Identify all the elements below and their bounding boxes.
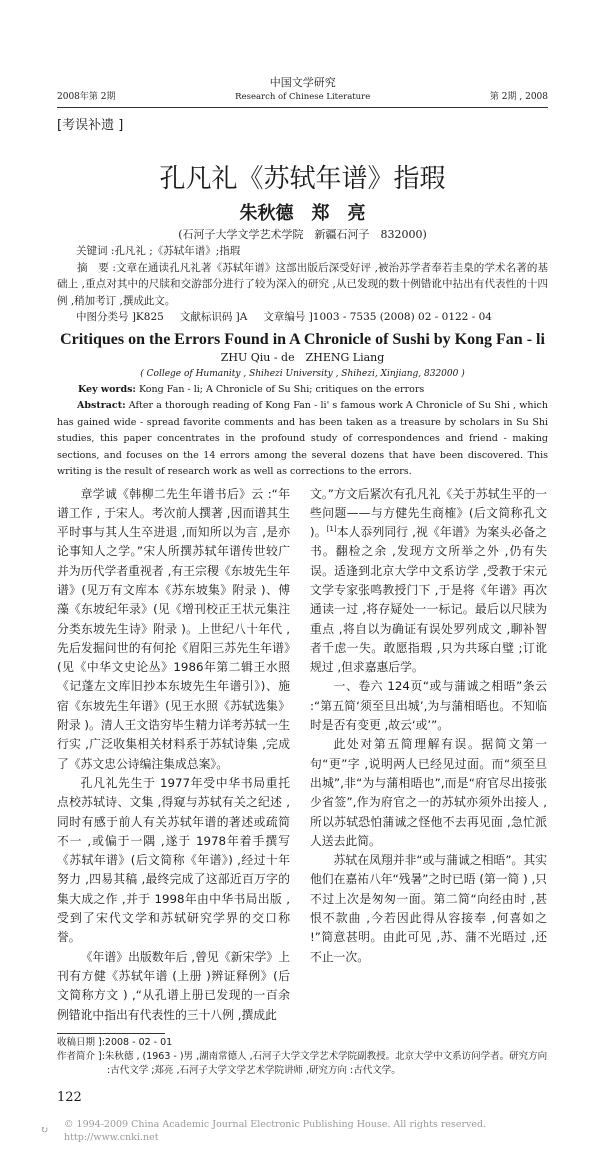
document-code: 文献标识码 ]A	[179, 311, 248, 323]
clc-number: 中图分类号 ]K825	[76, 311, 164, 323]
abstract-label: Abstract:	[77, 400, 126, 411]
body-columns	[57, 485, 548, 1025]
journal-name-cn: 中国文学研究	[269, 76, 336, 89]
copyright-text: © 1994-2009 China Academic Journal Electronic Publishing House. All rights reserved. http://www.cnki.net	[64, 1118, 496, 1143]
affiliation: (石河子大学文学艺术学院 新疆石河子 832000)	[178, 228, 427, 241]
authors: 朱秋德 郑 亮	[239, 203, 366, 224]
abstract-text: After a thorough reading of Kong Fan - li' s famous work A Chronicle of Su Shi , which has gained wide - spread favorite comments and has been taken as a treasure by scholars in Su Shi studies, this paper concentrates in the profound study of correspondences and friend - making sections, and focuses on the 14 errors among the several dozens that have been discovered. This writing is the result of research work as well as corrections to the errors.	[57, 400, 548, 477]
section-tag: [考误补遗 ]	[57, 118, 124, 133]
paragraph: 一、卷六 124页“或与蒲诚之相晤”条云 :“第五简‘须至旦出城’,为与蒲相晤也。不知临时是否有变更 ,故云‘或’”。	[310, 679, 547, 733]
footnote-rule	[57, 1033, 165, 1034]
header-issue-left: 2008年第 2期	[57, 92, 116, 102]
author-intro: 作者简介 ]:朱秋德 , (1963 - )男 ,湖南常德人 ,石河子大学文学艺术学院副教授。北京大学中文系访问学者。研究方向 :古代文学 ;郑亮 ,石河子大学文学艺术学院讲师 ,研究方向 :古代文学。	[57, 1050, 548, 1076]
paragraph	[310, 485, 547, 678]
received-date: 收稿日期 ]:2008 - 02 - 01	[57, 1036, 173, 1048]
page-number: 122	[57, 1089, 82, 1105]
body-column-right	[310, 485, 547, 1025]
page-header	[57, 74, 548, 108]
keywords-label: Key words:	[78, 383, 136, 395]
abstract-cn: 摘 要 :文章在通读孔凡礼著《苏轼年谱》这部出版后深受好评 ,被治苏学者奉若圭臬的学术名著的基础上 ,重点对其中的尺牍和交游部分进行了较为深入的研究 ,从已发现的数十例错讹中拈出有代表性的十四例 ,稍加考订 ,撰成此文。	[57, 261, 548, 307]
header-issue-right: 第 2期 , 2008	[489, 92, 548, 102]
paragraph: 《年谱》出版数年后 ,曾见《新宋学》上刊有方健《苏轼年谱 (上册 )辨证释例》(后文简称方文 ) ,“从孔谱上册已发现的一百余例错讹中指出有代表性的三十八例 ,撰成此	[57, 949, 290, 1022]
journal-name-en: Research of Chinese Literature	[235, 92, 371, 102]
citation-mark: [1]	[326, 525, 337, 534]
paragraph-text: 本人忝列同行 ,视《年谱》为案头必备之书。翻检之余 ,发现方文所举之外 ,仍有失误。适逢到北京大学中文系访学 ,受教于宋元文学专家张鸣教授门下 ,于是将《年谱》再次通读一过 ,将存疑处一一标记。最后以尺牍为重点 ,将自以为确证有误处罗列成文 ,聊补智者千虑一失。敢愿指瑕 ,只为共琢白璧 ;订讹规过 ,但求嘉惠后学。	[310, 525, 547, 675]
paragraph: 孔凡礼先生于 1977年受中华书局重托点校苏轼诗、文集 ,得窥与苏轼有关之纪述 ,同时有感于前人有关苏轼年谱的著述或疏简不一 ,或偏于一隅 ,遂于 1978年着手撰写《苏轼年谱》(后文简称《年谱》) ,经过十年努力 ,四易其稿 ,最终完成了这部近百万字的集大成之作 ,并于 1998年由中华书局出版 ,受到了宋代文学和苏轼研究学界的交口称誉。	[57, 775, 290, 945]
paragraph: 苏轼在凤翔并非“或与蒲诚之相晤”。其实他们在嘉祐八年“残暑”之时已晤 (第一简 ) ,只不过上次是匆匆一面。第二简“向经由时 ,甚恨不款曲 ,今若因此得从容接奉 ,何喜如之 !”简意甚明。由此可见 ,苏、蒲不光晤过 ,还不止一次。	[310, 853, 547, 964]
paragraph: 此处对第五简理解有误。据简文第一句“更”字 ,说明两人已经见过面。而“须至旦出城”,非“为与蒲相晤也”,而是“府官尽出接张少省签”,作为府官之一的苏轼亦须外出接人 ,所以苏轼恐怕蒲诚之怪他不去再见面 ,急忙派人送去此简。	[310, 737, 547, 848]
paragraph-text: 文。”方文后紧次有孔凡礼《关于苏轼生平的一些问题——与方健先生商榷》(后文简称孔文 )。	[310, 486, 547, 540]
copyright-footer	[40, 1118, 548, 1144]
english-keywords	[57, 382, 548, 399]
keywords-text: Kong Fan - li; A Chronicle of Su Shi; critiques on the errors	[138, 383, 425, 395]
cnki-logo-icon: ↻	[40, 1125, 49, 1137]
article-number: 文章编号 ]1003 - 7535 (2008) 02 - 0122 - 04	[263, 311, 492, 323]
classification-row	[57, 309, 548, 326]
english-authors: ZHU Qiu - de ZHENG Liang	[220, 350, 385, 364]
english-title: Critiques on the Errors Found in A Chronicle of Sushi by Kong Fan - li	[60, 330, 545, 348]
keywords-cn: 关键词 :孔凡礼 ;《苏轼年谱》;指瑕	[76, 245, 241, 257]
english-abstract	[57, 398, 548, 481]
journal-header	[235, 74, 370, 102]
english-affiliation: ( College of Humanity , Shihezi University , Shihezi, Xinjiang, 832000 )	[140, 368, 465, 379]
body-column-left	[57, 485, 290, 1025]
paragraph: 章学诚《韩柳二先生年谱书后》云 :“年谱工作 , 于宋人。考次前人撰著 ,因而谱其生平时事与其人生卒进退 ,而知所以为言 ,是亦论事知人之学。”宋人所撰苏轼年谱传世较广并为历代学者重视者 ,有王宗稷《东坡先生年谱》(见万有文库本《苏东坡集》附录 )、傅藻《东坡纪年录》(见《增刊校正王状元集注分类东坡先生诗》附录 )。上世纪八十年代 ,先后发掘问世的有何抡《眉阳三苏先生年谱》(见《中华文史论丛》1986年第二辑王水照《记蓬左文库旧抄本东坡先生年谱引》)、施宿《东坡先生年谱》(见王水照《苏轼选集》附录 )。清人王文诰穷毕生精力详考苏轼一生行实 ,广泛收集相关材料系于苏轼诗集 ,完成了《苏文忠公诗编注集成总案》。	[57, 486, 290, 771]
article-title: 孔凡礼《苏轼年谱》指瑕	[159, 164, 446, 194]
